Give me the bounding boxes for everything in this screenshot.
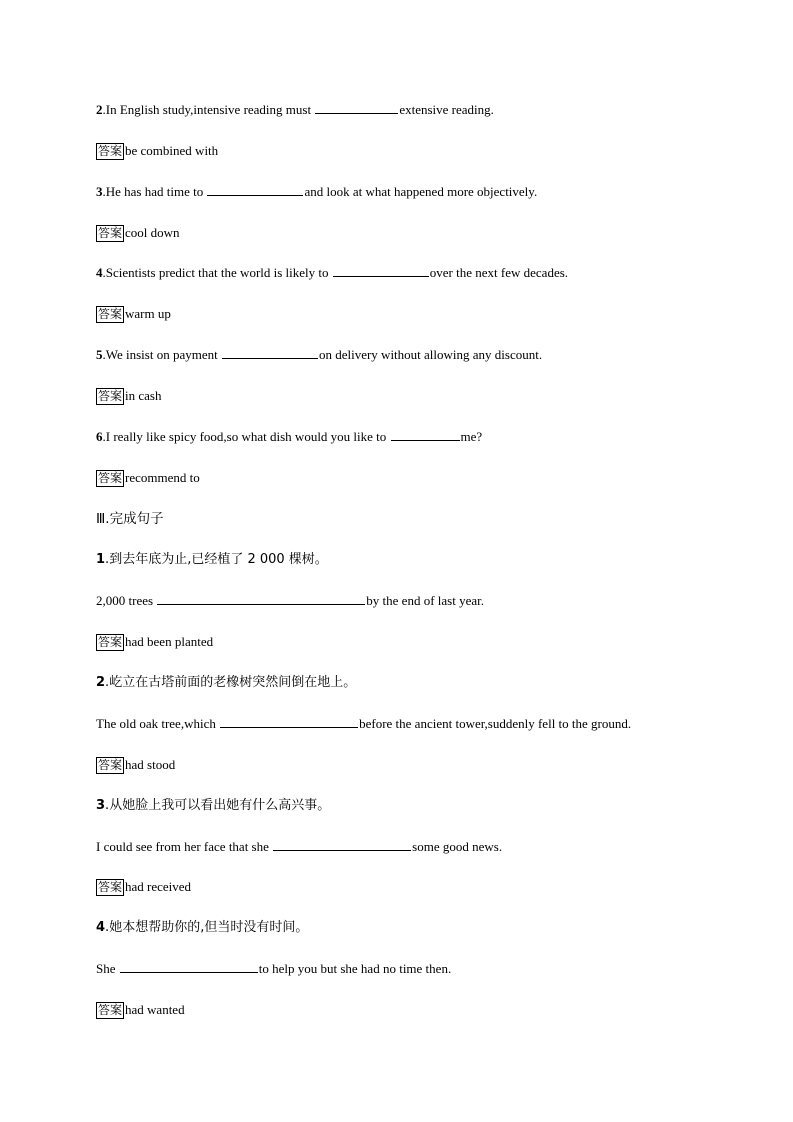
- answer-badge: 答案: [98, 758, 123, 772]
- sentence-text-end: to help you but she had no time then.: [258, 961, 452, 976]
- question-number: 3: [96, 798, 106, 813]
- answer-4: [96, 305, 171, 323]
- question-4: 4.Scientists predict that the world is likely to over the next few decades.: [96, 265, 569, 280]
- answer-badge: 答案: [98, 307, 123, 321]
- question-number: 4: [96, 920, 106, 935]
- cn-text: 她本想帮助你的,但当时没有时间。: [109, 920, 309, 935]
- question-text-end: over the next few decades.: [429, 265, 569, 280]
- sentence-2: [96, 715, 631, 733]
- answer-blank[interactable]: [220, 715, 358, 728]
- sentence-text: 2,000 trees: [96, 593, 157, 608]
- answer-badge: 答案: [98, 226, 123, 240]
- question-number: 2: [96, 102, 103, 117]
- answer-text: had stood: [125, 757, 176, 772]
- question-number: 4: [96, 265, 103, 280]
- question-number: 6: [96, 429, 103, 444]
- answer-3: [96, 224, 180, 242]
- question-number: 5: [96, 347, 103, 362]
- answer-badge: 答案: [98, 471, 123, 485]
- question-3: 3.He has had time to and look at what happened more objectively.: [96, 184, 538, 199]
- answer-blank[interactable]: [273, 838, 411, 851]
- sentence-4: [96, 960, 451, 978]
- answer-6: [96, 469, 200, 487]
- answer-s4: [96, 1001, 185, 1019]
- question-text: In English study,intensive reading must: [105, 102, 315, 117]
- cn-text: 从她脸上我可以看出她有什么高兴事。: [109, 798, 331, 813]
- answer-text: had received: [125, 879, 192, 894]
- sentence-text: I could see from her face that she: [96, 839, 273, 854]
- answer-s1: [96, 633, 213, 651]
- answer-5: [96, 387, 161, 405]
- answer-badge: 答案: [98, 880, 123, 894]
- sentence-1: [96, 592, 484, 610]
- question-text: I really like spicy food,so what dish would you like to: [105, 429, 390, 444]
- answer-text: had been planted: [125, 634, 214, 649]
- answer-badge: 答案: [98, 635, 123, 649]
- answer-text: in cash: [125, 388, 162, 403]
- cn-prompt-1: 1.到去年底为止,已经植了 2 000 棵树。: [96, 552, 328, 567]
- answer-blank[interactable]: [315, 101, 398, 114]
- question-text-end: extensive reading.: [399, 102, 494, 117]
- cn-prompt-3: 3.从她脸上我可以看出她有什么高兴事。: [96, 798, 331, 813]
- answer-text: had wanted: [125, 1002, 185, 1017]
- answer-blank[interactable]: [222, 346, 318, 359]
- answer-2: [96, 142, 218, 160]
- answer-badge: 答案: [98, 389, 123, 403]
- sentence-text-end: before the ancient tower,suddenly fell to the ground.: [359, 716, 632, 731]
- question-number: 3: [96, 184, 103, 199]
- section-title: Ⅲ.完成句子: [96, 511, 164, 527]
- answer-blank[interactable]: [391, 428, 460, 441]
- question-6: 6.I really like spicy food,so what dish would you like to me?: [96, 429, 483, 444]
- question-text: We insist on payment: [105, 347, 221, 362]
- answer-s3: [96, 878, 191, 896]
- cn-text: 屹立在古塔前面的老橡树突然间倒在地上。: [109, 675, 357, 690]
- sentence-text-end: some good news.: [412, 839, 503, 854]
- question-text: Scientists predict that the world is likely to: [105, 265, 332, 280]
- cn-prompt-2: 2.屹立在古塔前面的老橡树突然间倒在地上。: [96, 675, 357, 690]
- question-number: 2: [96, 675, 106, 690]
- cn-text: 到去年底为止,已经植了 2 000 棵树。: [109, 552, 328, 567]
- answer-s2: [96, 756, 175, 774]
- question-text: He has had time to: [105, 184, 207, 199]
- answer-text: recommend to: [125, 470, 200, 485]
- question-text-end: on delivery without allowing any discount.: [318, 347, 543, 362]
- answer-badge: 答案: [98, 144, 123, 158]
- sentence-text: The old oak tree,which: [96, 716, 220, 731]
- answer-text: be combined with: [125, 143, 219, 158]
- answer-text: cool down: [125, 225, 180, 240]
- question-2: 2.In English study,intensive reading must extensive reading.: [96, 102, 494, 117]
- question-number: 1: [96, 552, 106, 567]
- answer-blank[interactable]: [333, 264, 429, 277]
- question-text-end: me?: [460, 429, 483, 444]
- question-5: 5.We insist on payment on delivery without allowing any discount.: [96, 347, 543, 362]
- answer-text: warm up: [125, 306, 171, 321]
- sentence-text-end: by the end of last year.: [366, 593, 484, 608]
- answer-blank[interactable]: [157, 592, 365, 605]
- sentence-3: [96, 838, 502, 856]
- answer-badge: 答案: [98, 1003, 123, 1017]
- answer-blank[interactable]: [207, 183, 303, 196]
- sentence-text: She: [96, 961, 119, 976]
- question-text-end: and look at what happened more objectively.: [304, 184, 538, 199]
- answer-blank[interactable]: [120, 960, 258, 973]
- cn-prompt-4: 4.她本想帮助你的,但当时没有时间。: [96, 920, 309, 935]
